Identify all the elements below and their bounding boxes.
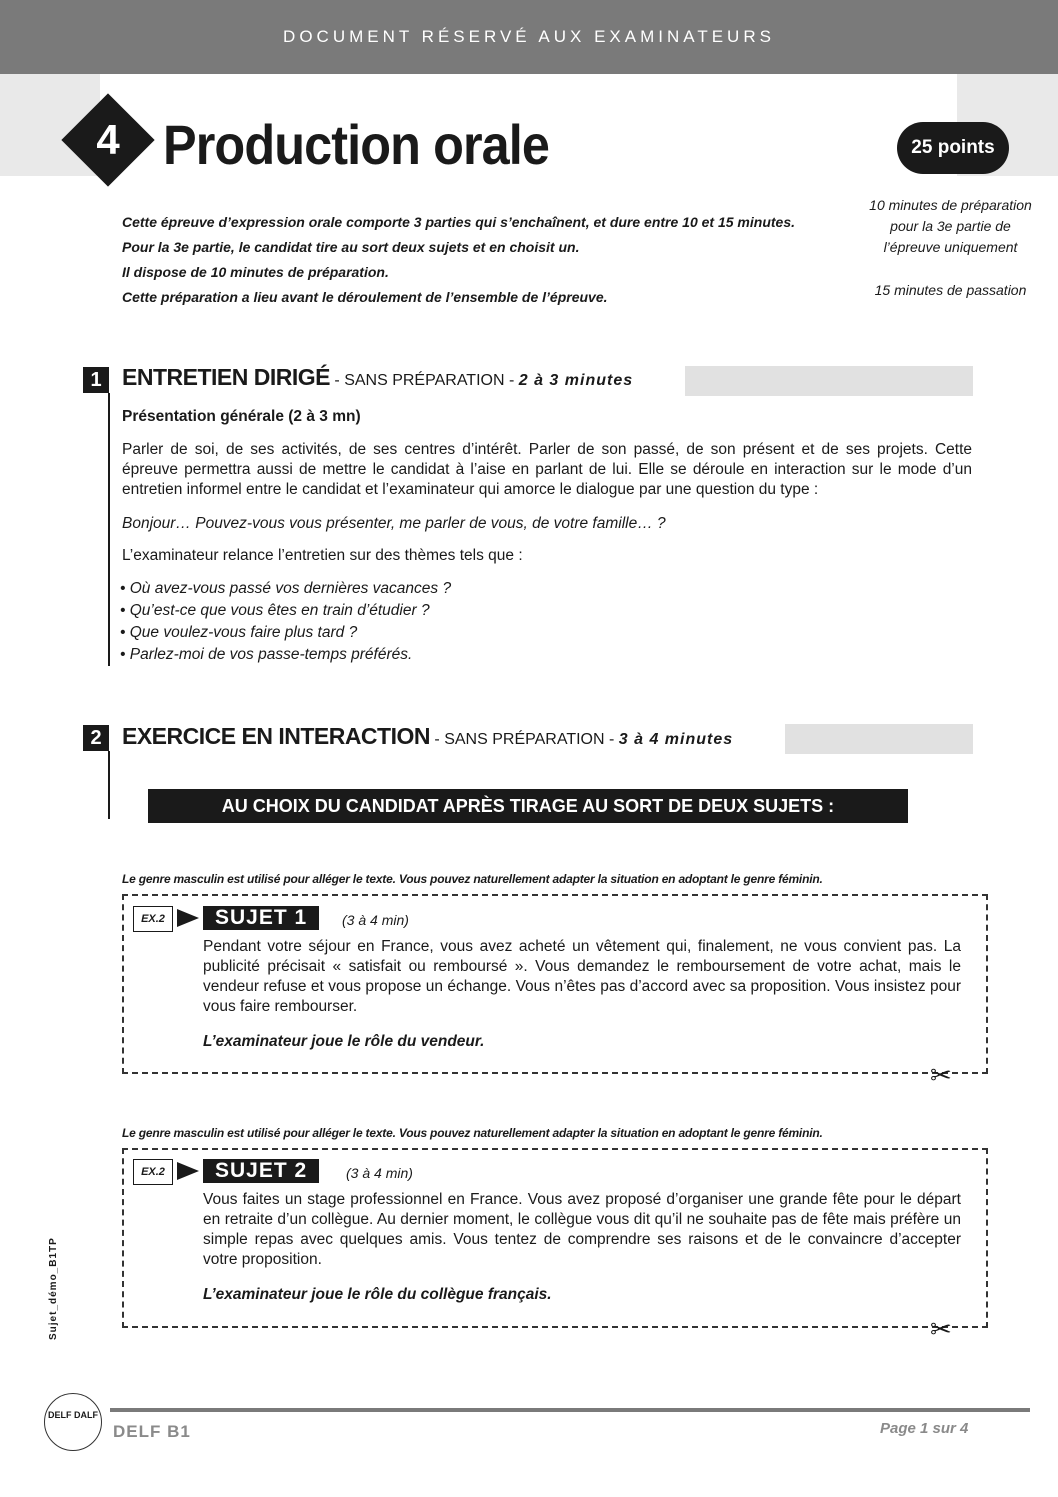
sujet2-duration: (3 à 4 min) bbox=[346, 1165, 413, 1181]
scissors-icon: ✂ bbox=[930, 1060, 952, 1090]
part1-heading: ENTRETIEN DIRIGÉ bbox=[122, 364, 330, 390]
part1-example: Bonjour… Pouvez-vous vous présenter, me parler de vous, de votre famille… ? bbox=[122, 515, 666, 532]
theme-item: • Que voulez-vous faire plus tard ? bbox=[120, 624, 358, 641]
sujet2-text: Vous faites un stage professionnel en France. Vous avez proposé d’organiser une grande fête pour le départ en retraite d’un collègue. Au dernier moment, le collègue vous dit qu’il ne souhaite pas de fête mais préfère un simple repas avec quelques amis. Vous tentez de comprendre ses raisons et de le convaincre d’accepter votre proposition. bbox=[203, 1191, 961, 1268]
prep-line: l’épreuve uniquement bbox=[883, 239, 1018, 255]
theme-item: • Parlez-moi de vos passe-temps préférés. bbox=[120, 646, 413, 663]
part1-heading-row bbox=[122, 364, 633, 391]
intro-line: Il dispose de 10 minutes de préparation. bbox=[122, 264, 389, 280]
sujet2-role: L’examinateur joue le rôle du collègue français. bbox=[203, 1286, 552, 1303]
intro-line: Cette épreuve d’expression orale comporte 3 parties qui s’enchaînent, et dure entre 10 et 15 minutes. bbox=[122, 214, 795, 230]
footer-exam-level: DELF B1 bbox=[113, 1422, 191, 1441]
footer-page-number: Page 1 sur 4 bbox=[880, 1420, 969, 1437]
intro-line: Pour la 3e partie, le candidat tire au sort deux sujets et en choisit un. bbox=[122, 239, 580, 255]
sujet1-role: L’examinateur joue le rôle du vendeur. bbox=[203, 1033, 485, 1050]
sujet1-arrow-icon bbox=[177, 909, 199, 927]
sujet1-duration: (3 à 4 min) bbox=[342, 912, 409, 928]
prep-line: pour la 3e partie de bbox=[890, 218, 1011, 234]
sujet1-text: Pendant votre séjour en France, vous avez acheté un vêtement qui, finalement, ne vous convient pas. La publicité précisait « satisfait ou remboursé ». Vous demandez le remboursement de votre achat, mais le vendeur refuse et vous propose un échange. Vous n’êtes pas d’accord avec sa proposition. Vous insistez pour vous faire rembourser. bbox=[203, 938, 961, 1015]
sujet2-label: SUJET 2 bbox=[203, 1159, 319, 1183]
scissors-icon: ✂ bbox=[930, 1314, 952, 1344]
choice-banner: AU CHOIX DU CANDIDAT APRÈS TIRAGE AU SORT DE DEUX SUJETS : bbox=[148, 789, 908, 823]
part1-relance: L’examinateur relance l’entretien sur des thèmes tels que : bbox=[122, 547, 523, 564]
theme-item: • Où avez-vous passé vos dernières vacances ? bbox=[120, 580, 452, 597]
part2-score-bar bbox=[785, 724, 973, 754]
part1-themes bbox=[120, 578, 970, 666]
part2-duration: 3 à 4 minutes bbox=[618, 731, 734, 748]
logo-text: DELF DALF bbox=[48, 1410, 98, 1420]
page-title: Production orale bbox=[163, 113, 550, 176]
sujet1-label: SUJET 1 bbox=[203, 906, 319, 930]
prep-line: 10 minutes de préparation bbox=[869, 197, 1032, 213]
footer-rule bbox=[110, 1408, 1030, 1412]
delf-dalf-logo bbox=[44, 1393, 102, 1451]
section-number: 4 bbox=[96, 116, 120, 163]
part2-heading: EXERCICE EN INTERACTION bbox=[122, 723, 430, 749]
sujet2-ex-tag: EX.2 bbox=[133, 1159, 173, 1185]
timing-info bbox=[848, 195, 1053, 301]
intro-line: Cette préparation a lieu avant le déroulement de l’ensemble de l’épreuve. bbox=[122, 289, 608, 305]
part2-number: 2 bbox=[83, 725, 109, 751]
intro-text bbox=[122, 210, 842, 310]
part2-sub: - SANS PRÉPARATION - bbox=[429, 731, 619, 748]
passation-time: 15 minutes de passation bbox=[874, 282, 1027, 298]
sujet1-ex-tag: EX.2 bbox=[133, 906, 173, 932]
genre-note: Le genre masculin est utilisé pour alléger le texte. Vous pouvez naturellement adapter la situation en adoptant le genre féminin. bbox=[122, 1126, 823, 1140]
theme-item: • Qu’est-ce que vous êtes en train d’étudier ? bbox=[120, 602, 430, 619]
part1-sub: - SANS PRÉPARATION - bbox=[329, 372, 519, 389]
part1-duration: 2 à 3 minutes bbox=[518, 372, 634, 389]
part1-score-bar bbox=[685, 366, 973, 396]
sujet2-arrow-icon bbox=[177, 1162, 199, 1180]
side-code: Sujet_démo_B1TP bbox=[48, 1237, 59, 1340]
genre-note: Le genre masculin est utilisé pour alléger le texte. Vous pouvez naturellement adapter la situation en adoptant le genre féminin. bbox=[122, 872, 823, 886]
part2-vertical-rule bbox=[108, 751, 110, 819]
part1-vertical-rule bbox=[108, 393, 110, 666]
part1-subheading: Présentation générale (2 à 3 mn) bbox=[122, 408, 361, 425]
part1-number: 1 bbox=[83, 367, 109, 393]
part1-paragraph: Parler de soi, de ses activités, de ses centres d’intérêt. Parler de son passé, de son présent et de ses projets. Cette épreuve permettra aussi de mettre le candidat à l’aise en parlant de lui. Elle se déroule en interaction sur le mode d’un entretien informel entre le candidat et l’examinateur qui amorce le dialogue par une question du type : bbox=[122, 441, 972, 498]
part2-heading-row bbox=[122, 723, 733, 750]
points-badge: 25 points bbox=[897, 122, 1009, 174]
top-banner: DOCUMENT RÉSERVÉ AUX EXAMINATEURS bbox=[0, 0, 1058, 74]
